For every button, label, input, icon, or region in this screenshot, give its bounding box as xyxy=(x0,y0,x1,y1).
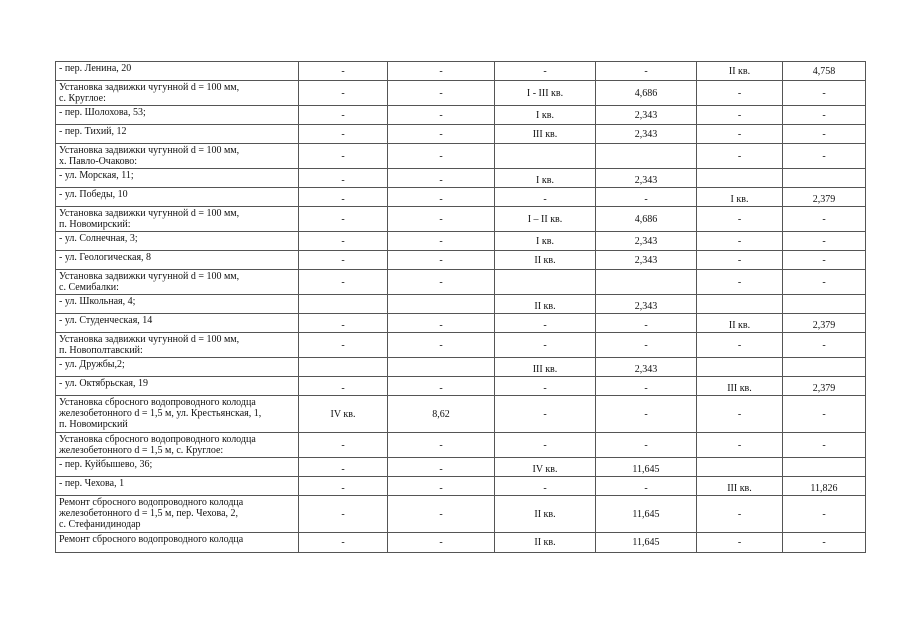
work-name-cell: Ремонт сбросного водопроводного колодца xyxy=(56,533,299,553)
value-cell: - xyxy=(783,207,866,232)
value-cell: - xyxy=(299,458,388,477)
value-cell: 2,379 xyxy=(783,314,866,333)
value-cell: - xyxy=(299,496,388,533)
value-cell: - xyxy=(697,433,783,458)
value-cell: - xyxy=(299,314,388,333)
value-cell: 11,645 xyxy=(596,533,697,553)
value-cell: - xyxy=(495,188,596,207)
value-cell: III кв. xyxy=(697,477,783,496)
work-name-cell: - пер. Тихий, 12 xyxy=(56,125,299,144)
value-cell xyxy=(697,169,783,188)
table-row xyxy=(56,207,866,232)
value-cell: - xyxy=(697,106,783,125)
value-cell: - xyxy=(388,144,495,169)
value-cell: - xyxy=(697,144,783,169)
value-cell: - xyxy=(783,81,866,106)
value-cell: - xyxy=(596,433,697,458)
value-cell: - xyxy=(299,251,388,270)
table-row xyxy=(56,169,866,188)
value-cell: - xyxy=(697,533,783,553)
value-cell: 2,343 xyxy=(596,232,697,251)
value-cell: - xyxy=(299,270,388,295)
value-cell: - xyxy=(697,251,783,270)
work-name-cell: - ул. Октябрьская, 19 xyxy=(56,377,299,396)
value-cell: 2,343 xyxy=(596,125,697,144)
table-row xyxy=(56,396,866,433)
value-cell: 2,343 xyxy=(596,169,697,188)
value-cell: 2,343 xyxy=(596,106,697,125)
value-cell: - xyxy=(697,232,783,251)
value-cell: - xyxy=(388,377,495,396)
value-cell: - xyxy=(388,207,495,232)
value-cell: - xyxy=(596,377,697,396)
value-cell: II кв. xyxy=(495,496,596,533)
value-cell: 2,379 xyxy=(783,188,866,207)
value-cell: 11,645 xyxy=(596,458,697,477)
value-cell: - xyxy=(697,396,783,433)
value-cell: III кв. xyxy=(495,358,596,377)
value-cell: - xyxy=(388,169,495,188)
value-cell: - xyxy=(388,458,495,477)
table-row xyxy=(56,125,866,144)
value-cell: - xyxy=(596,396,697,433)
table-row xyxy=(56,358,866,377)
value-cell: II кв. xyxy=(495,295,596,314)
value-cell: - xyxy=(697,207,783,232)
value-cell: - xyxy=(388,188,495,207)
value-cell: - xyxy=(596,62,697,81)
value-cell: - xyxy=(299,169,388,188)
value-cell: - xyxy=(388,533,495,553)
value-cell: II кв. xyxy=(697,62,783,81)
table-row xyxy=(56,232,866,251)
value-cell: - xyxy=(299,377,388,396)
value-cell: - xyxy=(299,81,388,106)
value-cell: 8,62 xyxy=(388,396,495,433)
work-name-cell: - ул. Студенческая, 14 xyxy=(56,314,299,333)
value-cell xyxy=(783,358,866,377)
value-cell: - xyxy=(388,333,495,358)
value-cell: - xyxy=(299,207,388,232)
value-cell: - xyxy=(388,477,495,496)
value-cell: I - III кв. xyxy=(495,81,596,106)
value-cell: 2,343 xyxy=(596,295,697,314)
table-row xyxy=(56,533,866,553)
work-name-cell: - пер. Чехова, 1 xyxy=(56,477,299,496)
table-row xyxy=(56,433,866,458)
value-cell: - xyxy=(495,314,596,333)
value-cell xyxy=(596,144,697,169)
value-cell: - xyxy=(388,314,495,333)
value-cell: I кв. xyxy=(495,232,596,251)
value-cell: - xyxy=(783,125,866,144)
value-cell xyxy=(495,270,596,295)
value-cell: II кв. xyxy=(697,314,783,333)
value-cell: - xyxy=(596,188,697,207)
table-row xyxy=(56,333,866,358)
value-cell: - xyxy=(388,232,495,251)
value-cell: I – II кв. xyxy=(495,207,596,232)
value-cell: - xyxy=(388,496,495,533)
work-name-cell: - пер. Куйбышево, 36; xyxy=(56,458,299,477)
value-cell: - xyxy=(299,333,388,358)
value-cell: - xyxy=(783,396,866,433)
value-cell xyxy=(697,295,783,314)
value-cell: - xyxy=(783,533,866,553)
value-cell: - xyxy=(388,81,495,106)
value-cell: II кв. xyxy=(495,533,596,553)
table-row xyxy=(56,295,866,314)
work-name-cell: Установка задвижки чугунной d = 100 мм, п. Новомирский: xyxy=(56,207,299,232)
value-cell: III кв. xyxy=(697,377,783,396)
value-cell: 2,379 xyxy=(783,377,866,396)
work-name-cell: Установка задвижки чугунной d = 100 мм, с. Семибалки: xyxy=(56,270,299,295)
table-row xyxy=(56,62,866,81)
value-cell: - xyxy=(299,533,388,553)
work-name-cell: Ремонт сбросного водопроводного колодца железобетонного d = 1,5 м, пер. Чехова, 2, с. Стефанидинодар xyxy=(56,496,299,533)
table-row xyxy=(56,458,866,477)
value-cell xyxy=(596,270,697,295)
value-cell: - xyxy=(388,270,495,295)
work-name-cell: - ул. Школьная, 4; xyxy=(56,295,299,314)
value-cell: - xyxy=(596,314,697,333)
value-cell: - xyxy=(697,496,783,533)
value-cell: - xyxy=(299,106,388,125)
value-cell: 11,826 xyxy=(783,477,866,496)
value-cell: - xyxy=(783,144,866,169)
value-cell: - xyxy=(299,144,388,169)
value-cell: 11,645 xyxy=(596,496,697,533)
value-cell: - xyxy=(783,232,866,251)
table-row xyxy=(56,377,866,396)
value-cell: - xyxy=(299,188,388,207)
value-cell: - xyxy=(783,106,866,125)
work-name-cell: Установка сбросного водопроводного колодца железобетонного d = 1,5 м, с. Круглое: xyxy=(56,433,299,458)
value-cell: I кв. xyxy=(495,106,596,125)
work-name-cell: Установка сбросного водопроводного колодца железобетонного d = 1,5 м, ул. Крестьянская, 1, п. Новомирский xyxy=(56,396,299,433)
table-row xyxy=(56,81,866,106)
value-cell: I кв. xyxy=(495,169,596,188)
value-cell: - xyxy=(299,232,388,251)
value-cell: - xyxy=(388,433,495,458)
value-cell: - xyxy=(495,477,596,496)
works-schedule-table xyxy=(55,61,866,553)
value-cell: - xyxy=(299,433,388,458)
work-name-cell: - ул. Морская, 11; xyxy=(56,169,299,188)
value-cell xyxy=(697,358,783,377)
value-cell: - xyxy=(495,377,596,396)
value-cell: - xyxy=(596,333,697,358)
table-row xyxy=(56,251,866,270)
value-cell: - xyxy=(697,125,783,144)
work-name-cell: - ул. Победы, 10 xyxy=(56,188,299,207)
value-cell xyxy=(388,295,495,314)
value-cell: - xyxy=(388,251,495,270)
work-name-cell: Установка задвижки чугунной d = 100 мм, п. Новополтавский: xyxy=(56,333,299,358)
value-cell: - xyxy=(697,333,783,358)
value-cell: 4,758 xyxy=(783,62,866,81)
table-body xyxy=(56,62,866,553)
table-row xyxy=(56,188,866,207)
value-cell xyxy=(299,295,388,314)
work-name-cell: Установка задвижки чугунной d = 100 мм, х. Павло-Очаково: xyxy=(56,144,299,169)
value-cell xyxy=(299,358,388,377)
value-cell xyxy=(388,358,495,377)
value-cell xyxy=(783,458,866,477)
value-cell: - xyxy=(783,270,866,295)
value-cell: I кв. xyxy=(697,188,783,207)
value-cell: 2,343 xyxy=(596,251,697,270)
value-cell: 4,686 xyxy=(596,207,697,232)
table-row xyxy=(56,144,866,169)
work-name-cell: - ул. Дружбы,2; xyxy=(56,358,299,377)
value-cell: IV кв. xyxy=(299,396,388,433)
table-row xyxy=(56,477,866,496)
value-cell: - xyxy=(388,106,495,125)
value-cell xyxy=(783,295,866,314)
value-cell: - xyxy=(495,62,596,81)
value-cell: - xyxy=(495,333,596,358)
work-name-cell: - пер. Шолохова, 53; xyxy=(56,106,299,125)
value-cell: - xyxy=(495,433,596,458)
value-cell: - xyxy=(299,62,388,81)
value-cell: - xyxy=(495,396,596,433)
value-cell: - xyxy=(783,333,866,358)
value-cell: - xyxy=(783,251,866,270)
value-cell xyxy=(783,169,866,188)
value-cell: - xyxy=(388,125,495,144)
value-cell: - xyxy=(697,270,783,295)
value-cell: IV кв. xyxy=(495,458,596,477)
value-cell: - xyxy=(299,125,388,144)
value-cell: 4,686 xyxy=(596,81,697,106)
value-cell: - xyxy=(388,62,495,81)
work-name-cell: - пер. Ленина, 20 xyxy=(56,62,299,81)
value-cell: - xyxy=(596,477,697,496)
table-row xyxy=(56,270,866,295)
value-cell: - xyxy=(783,433,866,458)
value-cell: - xyxy=(697,81,783,106)
value-cell: - xyxy=(783,496,866,533)
value-cell xyxy=(697,458,783,477)
table-row xyxy=(56,496,866,533)
value-cell: 2,343 xyxy=(596,358,697,377)
table-row xyxy=(56,314,866,333)
work-name-cell: - ул. Геологическая, 8 xyxy=(56,251,299,270)
value-cell: - xyxy=(299,477,388,496)
work-name-cell: - ул. Солнечная, 3; xyxy=(56,232,299,251)
table-row xyxy=(56,106,866,125)
work-name-cell: Установка задвижки чугунной d = 100 мм, с. Круглое: xyxy=(56,81,299,106)
value-cell: II кв. xyxy=(495,251,596,270)
value-cell xyxy=(495,144,596,169)
value-cell: III кв. xyxy=(495,125,596,144)
